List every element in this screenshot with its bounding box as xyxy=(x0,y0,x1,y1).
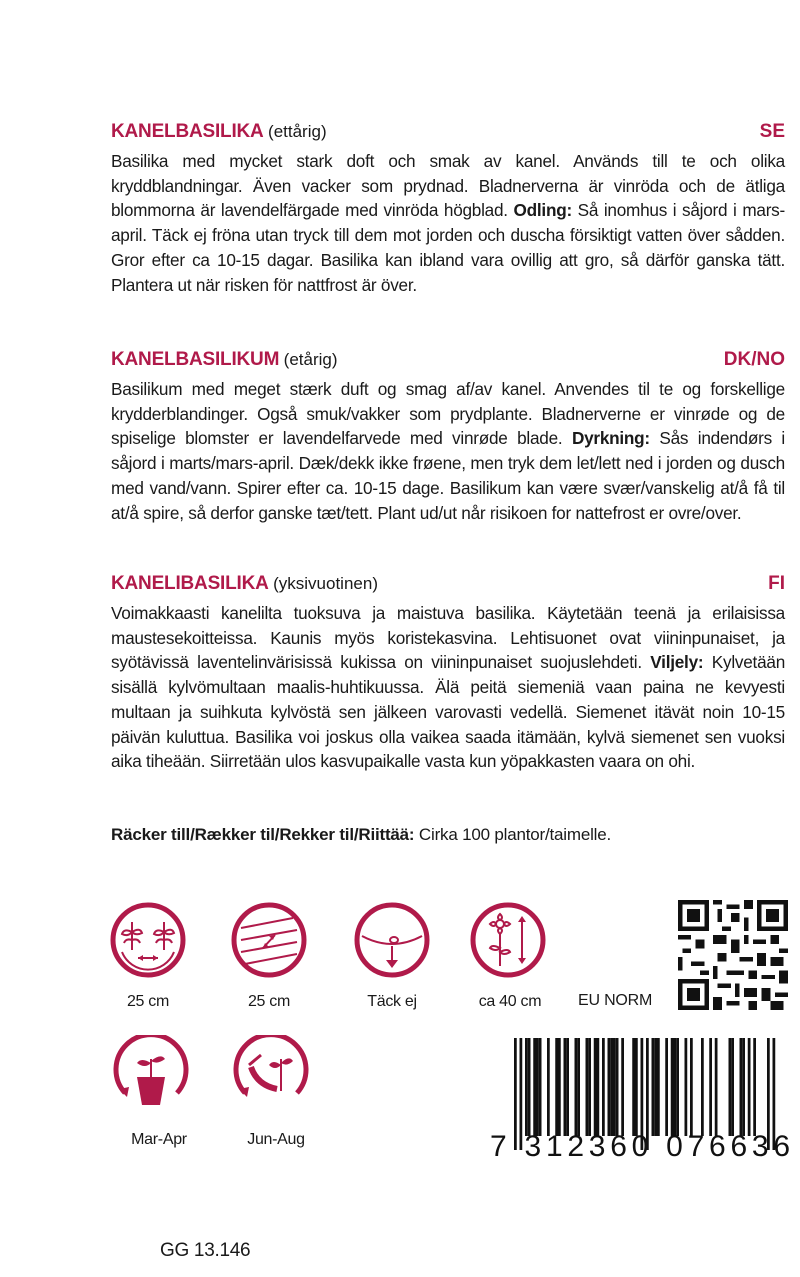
sowing-time-label: Mar-Apr xyxy=(131,1131,187,1148)
barcode-bar xyxy=(608,1038,611,1136)
barcode-bar xyxy=(690,1038,693,1136)
body-bold-heading: Viljely: xyxy=(650,652,704,673)
barcode-bar xyxy=(685,1038,688,1136)
language-code: FI xyxy=(768,573,785,594)
barcode-bar xyxy=(652,1038,655,1136)
barcode-bar xyxy=(731,1038,734,1136)
section-title: KANELBASILIKA xyxy=(111,121,264,142)
section-header xyxy=(111,349,785,377)
barcode-bar xyxy=(564,1038,567,1136)
eu-norm-label: EU NORM xyxy=(578,992,653,1009)
barcode-bar xyxy=(674,1038,677,1136)
section-title: KANELBASILIKUM xyxy=(111,349,280,370)
barcode-bar xyxy=(709,1038,712,1136)
section-dk-no xyxy=(111,349,785,525)
barcode-digits: 7 312360 076636 xyxy=(490,1130,790,1158)
body-text-part: Basilikum med meget stærk duft og smag af/av kanel. Anvendes til te og forskellige krydderblandinger. Også smuk/vakker som prydplante. Bladnerverne er vinrøde og de spiselige blomster er lavendelfarvede med vinrøde blade. xyxy=(111,379,785,449)
barcode-bar xyxy=(632,1038,635,1136)
barcode-bar xyxy=(575,1038,578,1136)
barcode-bar xyxy=(654,1038,657,1136)
section-header xyxy=(111,573,785,601)
section-title-wrap xyxy=(111,349,338,371)
section-se xyxy=(111,121,785,297)
plant-spacing-icon xyxy=(108,900,188,980)
body-bold-heading: Dyrkning: xyxy=(571,428,650,449)
barcode-bar xyxy=(715,1038,718,1136)
barcode-bar xyxy=(520,1038,523,1150)
section-title-wrap xyxy=(111,573,378,595)
barcode-bar xyxy=(528,1038,531,1136)
body-text-part: Så inomhus i såjord i mars-april. Täck ej fröna utan tryck till dem mot jorden och duscha försiktigt vatten över sådden. Gror efter ca 10-15 dagar. Basilika kan ibland vara ovillig att gro, så därför ganska tätt. Plantera ut när risken för nattfrost är över. xyxy=(111,200,785,295)
section-title-wrap xyxy=(111,121,327,143)
barcode-bars xyxy=(490,1038,790,1158)
body-text-part: Kylvetään sisällä kylvömultaan maalis-huhtikuussa. Älä peitä siemeniä vaan paina ne kevyesti multaan ja suihkuta kylvöstä sen jälkeen varovasti vedellä. Siemenet itävät noin 10-15 päivän kuluttua. Basilika voi joskus olla vaikea saada itämään, kylvä siemenet sen vuoksi aika tiheään. Siirretään ulos kasvupaikalle vasta kun yöpakkasten vaara on ohi. xyxy=(111,652,785,772)
body-text-part: Sås indendørs i såjord i marts/mars-april. Dæk/dekk ikke frøene, men tryk dem let/lett ned i jorden og dusch med vand/vann. Spirer efter ca. 10-15 dage. Basilikum kan være svær/vanskelig at/å få til at/å spire, så derfor ganske tæt/tett. Plant ud/ut når risikoen for nattefrost er ovre/over. xyxy=(111,428,785,523)
sowing-time-icon xyxy=(111,1035,191,1115)
barcode-bar xyxy=(525,1038,528,1136)
section-title: KANELIBASILIKA xyxy=(111,573,269,594)
barcode-bar xyxy=(729,1038,732,1136)
barcode-bar xyxy=(621,1038,624,1136)
language-code: SE xyxy=(759,121,785,142)
barcode-bar xyxy=(536,1038,539,1136)
barcode-bar xyxy=(742,1038,745,1136)
barcode-bar xyxy=(586,1038,589,1136)
section-header xyxy=(111,121,785,149)
barcode xyxy=(490,1038,790,1158)
yield-line xyxy=(111,825,611,845)
sowing-depth-label: Täck ej xyxy=(367,993,417,1010)
section-body xyxy=(111,601,785,774)
barcode-bar xyxy=(610,1038,613,1136)
qr-code xyxy=(678,900,788,1010)
plant-height-label: ca 40 cm xyxy=(478,993,542,1010)
barcode-bar xyxy=(539,1038,542,1136)
section-body xyxy=(111,149,785,297)
barcode-bar xyxy=(701,1038,704,1136)
plant-spacing-label: 25 cm xyxy=(126,993,170,1010)
section-subtitle: (yksivuotinen) xyxy=(273,574,378,593)
barcode-bar xyxy=(594,1038,597,1136)
barcode-bar xyxy=(558,1038,561,1136)
barcode-bar xyxy=(753,1038,756,1136)
barcode-bar xyxy=(602,1038,605,1136)
row-spacing-label: 25 cm xyxy=(247,993,291,1010)
sowing-depth-icon xyxy=(352,900,432,980)
harvest-time-label: Jun-Aug xyxy=(247,1131,305,1148)
barcode-bar xyxy=(676,1038,679,1136)
barcode-bar xyxy=(613,1038,616,1136)
harvest-time-icon xyxy=(231,1035,311,1115)
section-fi xyxy=(111,573,785,774)
section-subtitle: (etårig) xyxy=(283,350,338,369)
barcode-bar xyxy=(566,1038,569,1136)
barcode-bar xyxy=(740,1038,743,1136)
product-code: GG 13.146 xyxy=(160,1240,251,1261)
barcode-bar xyxy=(588,1038,591,1136)
plant-height-icon xyxy=(468,900,548,980)
yield-label: Räcker till/Rækker til/Rekker til/Riittää: xyxy=(111,825,415,844)
barcode-bar xyxy=(533,1038,536,1136)
barcode-bar xyxy=(657,1038,660,1136)
barcode-bar xyxy=(635,1038,638,1136)
barcode-bar xyxy=(748,1038,751,1136)
body-text-part: Voimakkaasti kanelilta tuoksuva ja maistuva basilika. Käytetään teenä ja erilaisissa maustesekoitteissa. Kaunis myös koristekasvina. Lehtisuonet ovat viininpunaiset, ja syötävissä laventelinvärisissä kukissa on viininpunaiset suojuslehdeti. xyxy=(111,603,785,673)
barcode-bar xyxy=(577,1038,580,1136)
barcode-bar xyxy=(547,1038,550,1136)
yield-value: Cirka 100 plantor/taimelle. xyxy=(414,825,612,844)
barcode-bar xyxy=(597,1038,600,1136)
body-text-part: Basilika med mycket stark doft och smak av kanel. Används till te och olika kryddblandningar. Även vacker som prydnad. Bladnerverna är vinröda och de ätliga blommorna är lavendelfärgade med vinröda högblad. xyxy=(111,151,785,221)
row-spacing-icon xyxy=(229,900,309,980)
language-code: DK/NO xyxy=(723,349,785,370)
body-bold-heading: Odling: xyxy=(513,200,572,221)
barcode-bar xyxy=(616,1038,619,1136)
section-body xyxy=(111,377,785,525)
barcode-bar xyxy=(665,1038,668,1136)
barcode-bar xyxy=(555,1038,558,1136)
barcode-bar xyxy=(671,1038,674,1136)
section-subtitle: (ettårig) xyxy=(268,122,327,141)
